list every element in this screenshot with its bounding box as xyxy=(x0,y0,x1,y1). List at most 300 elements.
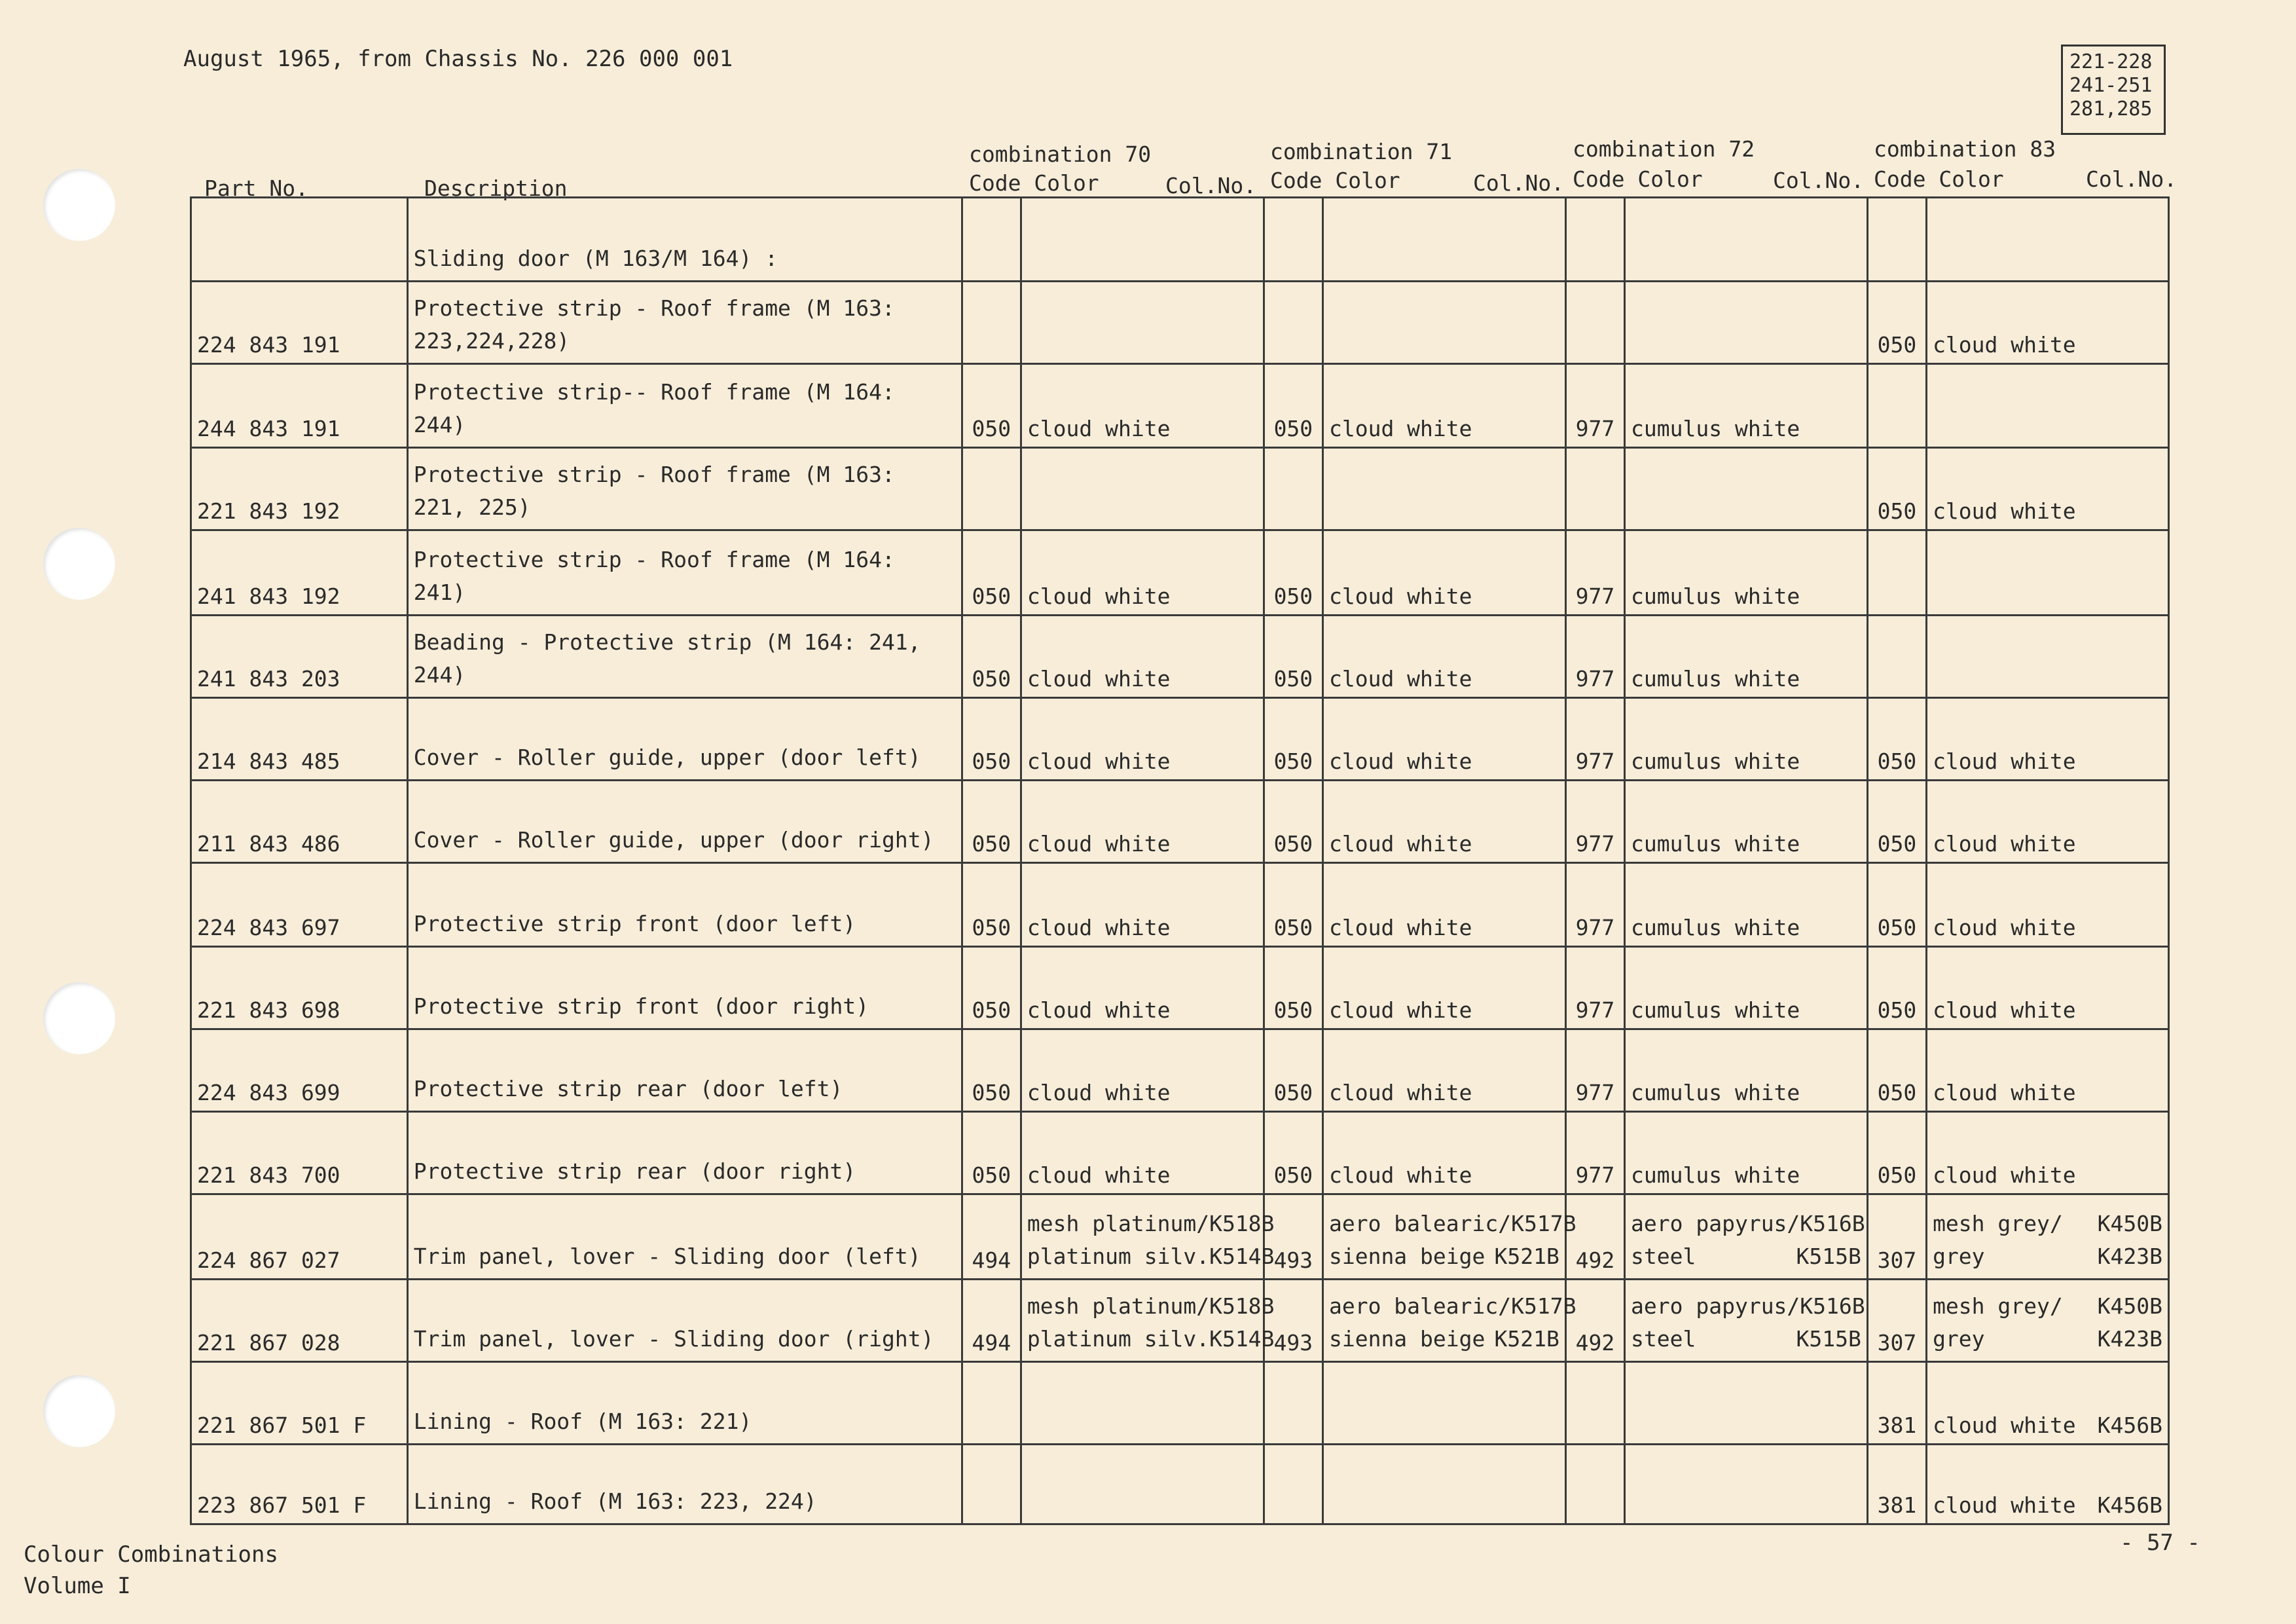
color-cell xyxy=(1927,198,2169,282)
color-code: 050 xyxy=(962,863,1021,947)
color-name: mesh grey/ xyxy=(1933,1211,2063,1236)
color-code: 381 xyxy=(1867,1445,1926,1524)
color-cell xyxy=(1927,364,2169,448)
color-name: cloud white xyxy=(1933,1492,2076,1518)
color-code xyxy=(1565,282,1624,364)
color-name: cumulus white xyxy=(1631,1162,1800,1188)
color-code: 307 xyxy=(1867,1280,1926,1362)
part-number: 211 843 486 xyxy=(191,781,408,863)
color-number: K423B xyxy=(2097,1326,2162,1352)
color-line xyxy=(1631,1290,1865,1323)
color-line xyxy=(1933,1162,2162,1188)
color-code: 977 xyxy=(1565,947,1624,1029)
part-number: 241 843 203 xyxy=(191,616,408,698)
table-row xyxy=(191,1280,2169,1362)
color-name: cumulus white xyxy=(1631,666,1800,692)
color-code: 050 xyxy=(1264,1112,1322,1194)
color-name: mesh grey/ xyxy=(1933,1293,2063,1319)
color-line xyxy=(1933,1323,2162,1356)
color-name: aero papyrus/ xyxy=(1631,1293,1800,1319)
color-code: 381 xyxy=(1867,1362,1926,1445)
date-chassis-line: August 1965, from Chassis No. 226 000 001 xyxy=(183,46,733,72)
color-name: cloud white xyxy=(1933,1080,2076,1105)
color-line xyxy=(1328,1208,1576,1240)
color-name: cumulus white xyxy=(1631,583,1800,609)
color-name: cumulus white xyxy=(1631,831,1800,857)
color-name: cloud white xyxy=(1328,997,1472,1023)
footer-volume: Volume I xyxy=(24,1573,131,1599)
combination-70-subhead: Code Color xyxy=(969,170,1099,196)
color-code: 977 xyxy=(1565,364,1624,448)
color-line xyxy=(1933,332,2162,358)
color-cell xyxy=(1322,1362,1565,1445)
color-line xyxy=(1027,583,1258,609)
color-code: 050 xyxy=(1264,698,1322,781)
color-cell xyxy=(1021,616,1264,698)
color-cell xyxy=(1322,1194,1576,1280)
color-name: cloud white xyxy=(1027,748,1171,774)
color-lines xyxy=(1027,1290,1275,1356)
color-cell xyxy=(1625,282,1868,364)
color-name: aero papyrus/ xyxy=(1631,1211,1800,1236)
description: Trim panel, lover - Sliding door (left) xyxy=(407,1194,962,1280)
color-line xyxy=(1329,666,1559,692)
color-line xyxy=(1933,748,2162,774)
color-line xyxy=(1329,997,1559,1023)
color-cell xyxy=(1625,1445,1868,1524)
color-code: 050 xyxy=(962,616,1021,698)
description: Beading - Protective strip (M 164: 241, 244) xyxy=(407,616,962,698)
color-line xyxy=(1933,915,2162,940)
color-cell xyxy=(1927,698,2169,781)
color-name: cloud white xyxy=(1933,997,2076,1023)
color-name: cloud white xyxy=(1027,666,1171,692)
color-name: cloud white xyxy=(1027,831,1171,857)
table-row xyxy=(191,1194,2169,1280)
combination-72-title: combination 72 xyxy=(1573,136,1755,162)
color-line xyxy=(1329,748,1559,774)
color-name: platinum silv. xyxy=(1027,1244,1210,1269)
description: Cover - Roller guide, upper (door right) xyxy=(407,781,962,863)
part-number: 223 867 501 F xyxy=(191,1445,408,1524)
color-cell xyxy=(1021,1445,1264,1524)
description: Protective strip-- Roof frame (M 164: 244) xyxy=(407,364,962,448)
color-cell xyxy=(1021,781,1264,863)
color-cell xyxy=(1927,1029,2169,1112)
color-cell xyxy=(1927,1445,2169,1524)
color-cell xyxy=(1322,781,1565,863)
color-number: K517B xyxy=(1511,1211,1576,1236)
description: Protective strip front (door left) xyxy=(407,863,962,947)
color-code xyxy=(962,1445,1021,1524)
color-cell xyxy=(1927,1362,2169,1445)
color-cell xyxy=(1927,1194,2169,1280)
color-cell xyxy=(1021,947,1264,1029)
color-name: cloud white xyxy=(1328,1080,1472,1105)
description: Cover - Roller guide, upper (door left) xyxy=(407,698,962,781)
color-code xyxy=(1565,198,1624,282)
color-cell xyxy=(1021,530,1264,616)
color-code: 050 xyxy=(1264,364,1322,448)
color-line xyxy=(1933,831,2162,857)
color-line xyxy=(1027,1208,1275,1240)
combination-70-title: combination 70 xyxy=(969,141,1152,167)
color-code xyxy=(1264,1445,1322,1524)
color-cell xyxy=(1625,698,1868,781)
description-heading: Description xyxy=(424,175,568,201)
color-line xyxy=(1027,997,1258,1023)
color-code: 050 xyxy=(962,1029,1021,1112)
color-line xyxy=(1027,1240,1275,1273)
color-line xyxy=(1027,748,1258,774)
color-code: 050 xyxy=(962,698,1021,781)
color-line xyxy=(1329,915,1559,940)
color-name: cloud white xyxy=(1933,1412,2076,1438)
table-row xyxy=(191,863,2169,947)
combination-83-subhead: Code Color xyxy=(1874,166,2004,192)
color-name: cloud white xyxy=(1328,666,1472,692)
color-code xyxy=(1565,448,1624,530)
color-line xyxy=(1027,831,1258,857)
color-code: 050 xyxy=(1264,616,1322,698)
color-number: K456B xyxy=(2097,1412,2162,1438)
color-code: 977 xyxy=(1565,698,1624,781)
color-name: cloud white xyxy=(1933,498,2076,524)
color-line xyxy=(1329,416,1559,441)
color-line xyxy=(1933,1240,2162,1273)
part-number: 221 843 698 xyxy=(191,947,408,1029)
description: Protective strip rear (door left) xyxy=(407,1029,962,1112)
color-code: 050 xyxy=(1264,781,1322,863)
color-number: K518B xyxy=(1209,1211,1275,1236)
description: Sliding door (M 163/M 164) : xyxy=(407,198,962,282)
color-line xyxy=(1027,1323,1275,1356)
color-cell xyxy=(1625,1280,1868,1362)
color-name: cloud white xyxy=(1328,583,1472,609)
table-row xyxy=(191,448,2169,530)
color-name: cumulus white xyxy=(1631,997,1800,1023)
color-code: 050 xyxy=(1867,781,1926,863)
color-number: K450B xyxy=(2097,1211,2162,1236)
binder-hole xyxy=(43,528,115,600)
color-line xyxy=(1027,1080,1258,1105)
color-name: cloud white xyxy=(1328,416,1472,441)
color-code: 977 xyxy=(1565,616,1624,698)
color-number: K515B xyxy=(1796,1244,1861,1269)
color-line xyxy=(1631,1240,1861,1273)
color-line xyxy=(1631,1162,1861,1188)
color-line xyxy=(1631,748,1861,774)
color-code: 050 xyxy=(1264,530,1322,616)
color-cell xyxy=(1021,282,1264,364)
color-name: grey xyxy=(1933,1244,1985,1269)
table-row xyxy=(191,1112,2169,1194)
part-number: 221 843 700 xyxy=(191,1112,408,1194)
color-name: cloud white xyxy=(1933,915,2076,940)
color-code: 050 xyxy=(1264,863,1322,947)
color-code xyxy=(1264,448,1322,530)
color-code xyxy=(1565,1445,1624,1524)
part-number: 224 867 027 xyxy=(191,1194,408,1280)
color-name: cloud white xyxy=(1027,915,1171,940)
color-code: 977 xyxy=(1565,863,1624,947)
color-cell xyxy=(1322,448,1565,530)
color-code: 494 xyxy=(962,1280,1021,1362)
color-name: cloud white xyxy=(1933,332,2076,358)
combination-72-colno: Col.No. xyxy=(1773,168,1865,193)
color-cell xyxy=(1927,1280,2169,1362)
part-number: 214 843 485 xyxy=(191,698,408,781)
color-number: K423B xyxy=(2097,1244,2162,1269)
table-row xyxy=(191,530,2169,616)
color-line xyxy=(1329,1080,1559,1105)
color-code: 050 xyxy=(1867,1112,1926,1194)
description: Trim panel, lover - Sliding door (right) xyxy=(407,1280,962,1362)
color-code xyxy=(1867,364,1926,448)
color-name: cumulus white xyxy=(1631,915,1800,940)
color-code xyxy=(962,282,1021,364)
color-name: cumulus white xyxy=(1631,416,1800,441)
color-name: cloud white xyxy=(1328,915,1472,940)
part-number: 221 867 028 xyxy=(191,1280,408,1362)
table-row xyxy=(191,1362,2169,1445)
color-line xyxy=(1329,1162,1559,1188)
part-number: 221 843 192 xyxy=(191,448,408,530)
color-code: 977 xyxy=(1565,530,1624,616)
color-cell xyxy=(1322,616,1565,698)
color-cell xyxy=(1021,1194,1275,1280)
color-line xyxy=(1933,1208,2162,1240)
table-row xyxy=(191,282,2169,364)
binder-hole xyxy=(43,169,115,241)
color-cell xyxy=(1322,364,1565,448)
page-number: - 57 - xyxy=(2120,1530,2200,1556)
color-line xyxy=(1631,915,1861,940)
part-number: 241 843 192 xyxy=(191,530,408,616)
color-cell xyxy=(1322,530,1565,616)
color-cell xyxy=(1322,1112,1565,1194)
color-cell xyxy=(1322,947,1565,1029)
combination-71-subhead: Code Color xyxy=(1270,168,1400,193)
color-lines xyxy=(1933,1208,2162,1273)
combination-70-colno: Col.No. xyxy=(1165,173,1257,198)
color-name: cloud white xyxy=(1933,831,2076,857)
color-cell xyxy=(1625,616,1868,698)
color-code: 977 xyxy=(1565,1112,1624,1194)
color-code: 050 xyxy=(1264,1029,1322,1112)
color-cell xyxy=(1322,282,1565,364)
color-number: K518B xyxy=(1209,1293,1275,1319)
color-code: 050 xyxy=(962,364,1021,448)
color-line xyxy=(1328,1290,1576,1323)
part-number: 224 843 191 xyxy=(191,282,408,364)
color-cell xyxy=(1021,1112,1264,1194)
color-cell xyxy=(1625,781,1868,863)
description: Protective strip - Roof frame (M 164: 241) xyxy=(407,530,962,616)
color-name: mesh platinum/ xyxy=(1027,1293,1210,1319)
color-code: 050 xyxy=(1264,947,1322,1029)
model-range: 221-228 xyxy=(2069,50,2153,73)
color-cell xyxy=(1322,1029,1565,1112)
color-number: K516B xyxy=(1800,1293,1865,1319)
color-cell xyxy=(1927,282,2169,364)
color-cell xyxy=(1927,863,2169,947)
color-number: K517B xyxy=(1511,1293,1576,1319)
color-name: sienna beige xyxy=(1328,1244,1485,1269)
model-range-box xyxy=(2061,45,2166,135)
color-code xyxy=(1565,1362,1624,1445)
color-code: 494 xyxy=(962,1194,1021,1280)
color-code: 050 xyxy=(962,947,1021,1029)
color-line xyxy=(1329,1323,1559,1356)
color-cell xyxy=(1625,530,1868,616)
color-cell xyxy=(1927,781,2169,863)
color-cell xyxy=(1021,1029,1264,1112)
color-code xyxy=(1264,198,1322,282)
color-code xyxy=(962,1362,1021,1445)
color-name: cloud white xyxy=(1027,416,1171,441)
color-name: platinum silv. xyxy=(1027,1326,1210,1352)
color-number: K456B xyxy=(2097,1492,2162,1518)
color-code: 050 xyxy=(962,1112,1021,1194)
binder-hole xyxy=(43,1375,115,1447)
color-cell xyxy=(1021,863,1264,947)
color-line xyxy=(1631,1080,1861,1105)
color-line xyxy=(1933,1290,2162,1323)
color-line xyxy=(1027,666,1258,692)
color-cell xyxy=(1322,863,1565,947)
color-name: aero balearic/ xyxy=(1328,1293,1512,1319)
color-name: grey xyxy=(1933,1326,1985,1352)
color-cell xyxy=(1322,1445,1565,1524)
table-row xyxy=(191,364,2169,448)
color-code: 050 xyxy=(1867,863,1926,947)
color-number: K450B xyxy=(2097,1293,2162,1319)
color-cell xyxy=(1625,448,1868,530)
color-name: cloud white xyxy=(1933,1162,2076,1188)
color-cell xyxy=(1322,198,1565,282)
color-line xyxy=(1631,416,1861,441)
color-lines xyxy=(1027,1208,1275,1273)
color-number: K515B xyxy=(1796,1326,1861,1352)
color-cell xyxy=(1021,364,1264,448)
color-cell xyxy=(1021,1280,1275,1362)
color-cell xyxy=(1625,1029,1868,1112)
color-line xyxy=(1027,1290,1275,1323)
color-line xyxy=(1027,416,1258,441)
color-code xyxy=(1867,198,1926,282)
color-name: sienna beige xyxy=(1328,1326,1485,1352)
color-cell xyxy=(1625,1194,1868,1280)
table-row xyxy=(191,198,2169,282)
color-name: steel xyxy=(1631,1244,1696,1269)
color-lines xyxy=(1328,1290,1576,1356)
color-line xyxy=(1631,997,1861,1023)
color-line xyxy=(1933,498,2162,524)
color-code xyxy=(1867,616,1926,698)
color-cell xyxy=(1625,1112,1868,1194)
color-number: K521B xyxy=(1494,1326,1559,1352)
color-code: 050 xyxy=(1867,448,1926,530)
color-cell xyxy=(1927,530,2169,616)
color-line xyxy=(1329,583,1559,609)
combination-71-title: combination 71 xyxy=(1270,139,1453,164)
part-number: 221 867 501 F xyxy=(191,1362,408,1445)
description: Lining - Roof (M 163: 223, 224) xyxy=(407,1445,962,1524)
color-number: K516B xyxy=(1800,1211,1865,1236)
color-cell xyxy=(1021,448,1264,530)
color-name: aero balearic/ xyxy=(1328,1211,1512,1236)
color-name: steel xyxy=(1631,1326,1696,1352)
color-line xyxy=(1631,831,1861,857)
part-no-heading: Part No. xyxy=(204,175,308,201)
color-code xyxy=(962,448,1021,530)
table-row xyxy=(191,616,2169,698)
parts-table xyxy=(190,196,2170,1525)
color-name: cloud white xyxy=(1027,583,1171,609)
description: Lining - Roof (M 163: 221) xyxy=(407,1362,962,1445)
color-code: 493 xyxy=(1264,1280,1322,1362)
table-row xyxy=(191,698,2169,781)
color-name: cloud white xyxy=(1328,831,1472,857)
color-cell xyxy=(1625,863,1868,947)
footer-title: Colour Combinations xyxy=(24,1541,278,1568)
color-cell xyxy=(1625,198,1868,282)
part-number xyxy=(191,198,408,282)
color-line xyxy=(1933,1412,2162,1438)
model-range: 281,285 xyxy=(2069,98,2153,120)
color-lines xyxy=(1328,1208,1576,1273)
model-range: 241-251 xyxy=(2069,74,2153,97)
color-cell xyxy=(1625,364,1868,448)
color-cell xyxy=(1927,1112,2169,1194)
color-name: cloud white xyxy=(1027,1080,1171,1105)
color-line xyxy=(1329,831,1559,857)
color-line xyxy=(1631,666,1861,692)
description: Protective strip rear (door right) xyxy=(407,1112,962,1194)
description: Protective strip front (door right) xyxy=(407,947,962,1029)
color-code: 492 xyxy=(1565,1280,1624,1362)
binder-hole xyxy=(43,982,115,1054)
table-row xyxy=(191,781,2169,863)
color-code: 050 xyxy=(1867,1029,1926,1112)
color-name: cumulus white xyxy=(1631,748,1800,774)
color-code: 050 xyxy=(1867,698,1926,781)
color-code: 977 xyxy=(1565,781,1624,863)
color-cell xyxy=(1322,698,1565,781)
table-row xyxy=(191,947,2169,1029)
color-lines xyxy=(1631,1290,1865,1356)
color-code xyxy=(1867,530,1926,616)
color-cell xyxy=(1927,947,2169,1029)
color-line xyxy=(1933,1492,2162,1518)
color-line xyxy=(1631,583,1861,609)
color-code: 050 xyxy=(1867,947,1926,1029)
color-cell xyxy=(1625,947,1868,1029)
color-line xyxy=(1933,1080,2162,1105)
color-lines xyxy=(1631,1208,1865,1273)
color-code: 492 xyxy=(1565,1194,1624,1280)
color-cell xyxy=(1322,1280,1576,1362)
color-code: 050 xyxy=(1867,282,1926,364)
part-number: 224 843 697 xyxy=(191,863,408,947)
combination-72-subhead: Code Color xyxy=(1573,166,1703,192)
color-number: K514B xyxy=(1209,1244,1275,1269)
color-cell xyxy=(1625,1362,1868,1445)
description: Protective strip - Roof frame (M 163: 221, 225) xyxy=(407,448,962,530)
color-number: K514B xyxy=(1209,1326,1275,1352)
color-code: 493 xyxy=(1264,1194,1322,1280)
